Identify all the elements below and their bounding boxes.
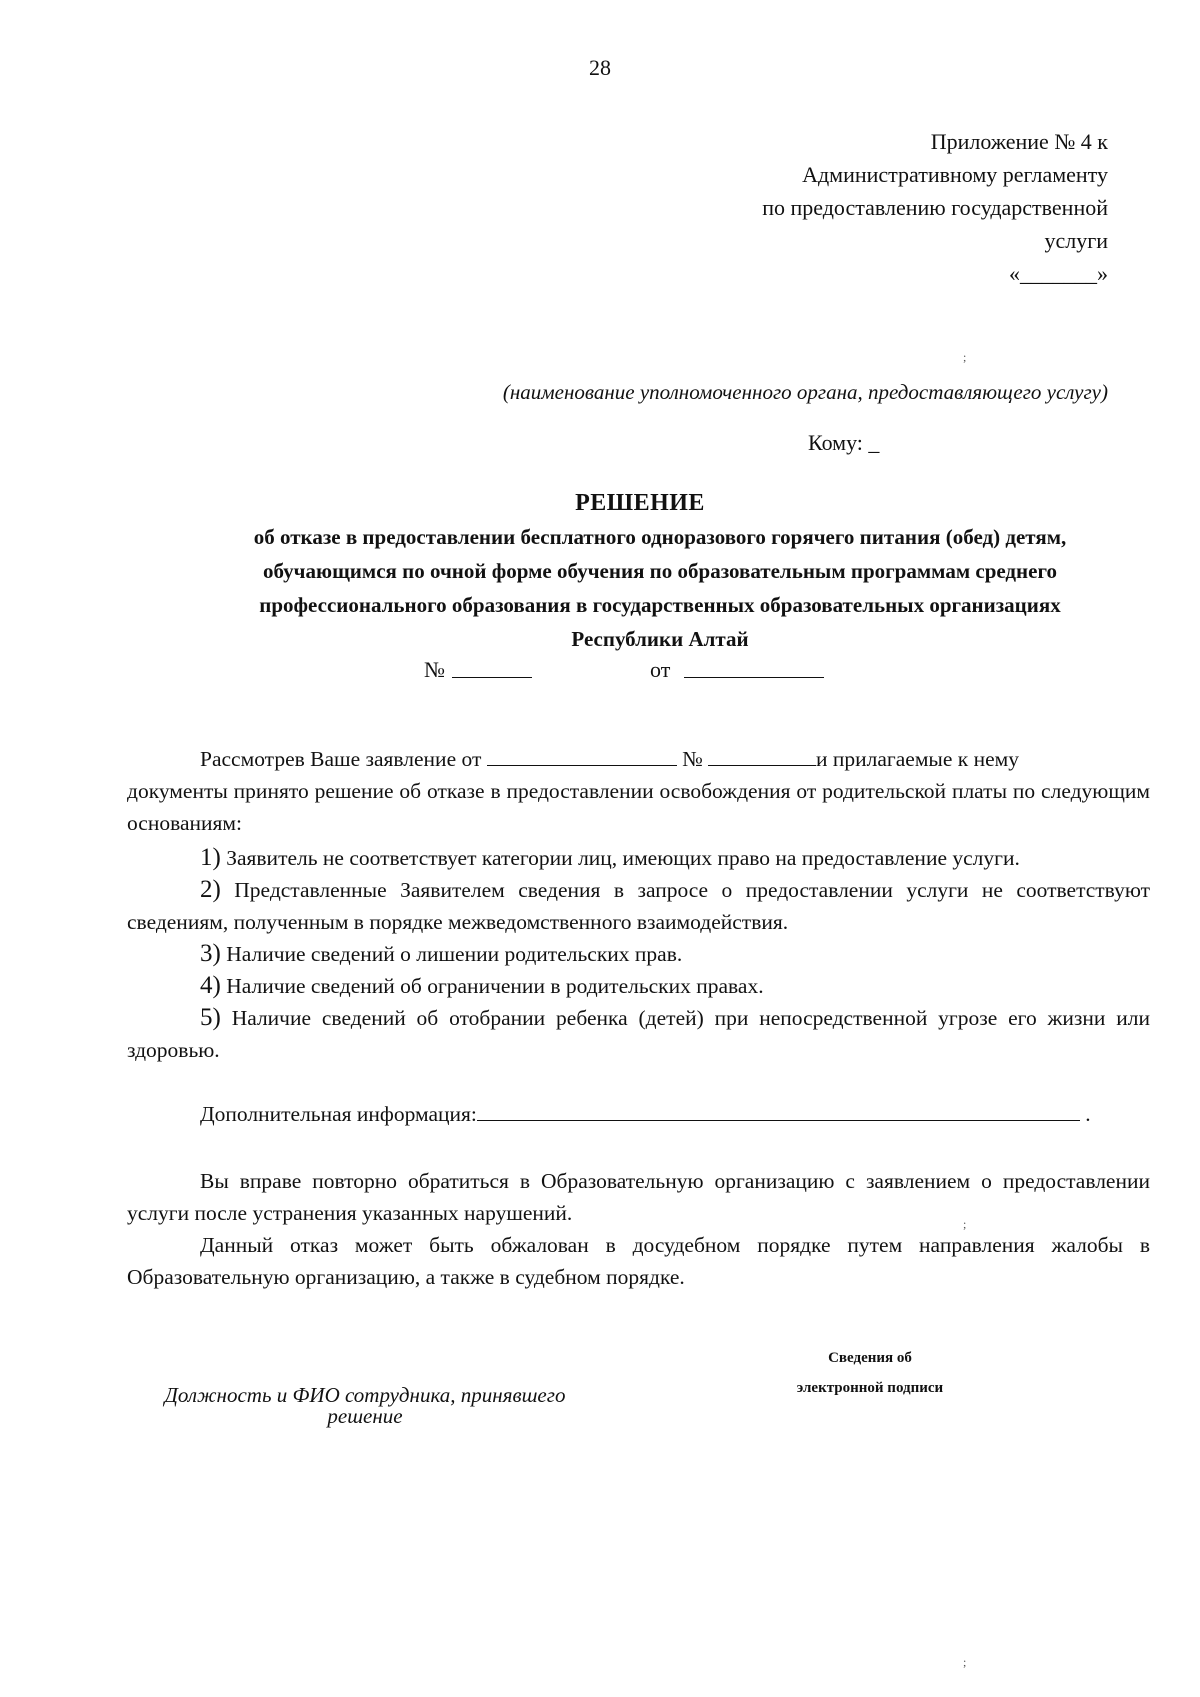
additional-info-blank — [477, 1100, 1080, 1121]
intro-paragraph — [127, 743, 1150, 839]
ground-number: 1) — [200, 844, 221, 871]
scan-mark: ; — [963, 1655, 967, 1669]
application-date-blank — [487, 745, 677, 766]
intro-text: Рассмотрев Ваше заявление от — [200, 747, 482, 771]
signature-info-line: электронной подписи — [796, 1380, 944, 1396]
subtitle-line: обучающимся по очной форме обучения по образовательным программам среднего — [262, 559, 1057, 583]
additional-info-label: Дополнительная информация: — [200, 1102, 477, 1126]
date-label: от — [650, 657, 671, 682]
ground-number: 2) — [200, 876, 221, 903]
subtitle-line: Республики Алтай — [571, 627, 749, 651]
repeat-note: Вы вправе повторно обратиться в Образовательную организацию с заявлением о предоставлении услуги после устранения указанных нарушений. — [127, 1169, 1150, 1225]
closing-paragraphs — [127, 1165, 1150, 1293]
ground-item — [127, 970, 1150, 1002]
additional-info-end: . — [1085, 1102, 1091, 1126]
ground-item — [127, 874, 1150, 938]
signatory-line: решение — [327, 1404, 403, 1428]
recipient-field: Кому: _ — [808, 430, 880, 455]
electronic-signature-info — [770, 1343, 970, 1403]
ground-item — [127, 842, 1150, 874]
ground-text: Наличие сведений о лишении родительских прав. — [226, 942, 683, 966]
signature-info-line: Сведения об — [828, 1350, 912, 1366]
document-subtitle — [160, 520, 1160, 656]
signatory-line: Должность и ФИО сотрудника, принявшего — [164, 1383, 566, 1407]
ground-number: 4) — [200, 972, 221, 999]
appendix-line: Приложение № 4 к — [930, 129, 1108, 154]
organ-name-note: (наименование уполномоченного органа, предоставляющего услугу) — [502, 380, 1108, 404]
ground-number: 3) — [200, 940, 221, 967]
appendix-line: по предоставлению государственной — [762, 195, 1108, 220]
ground-item — [127, 1002, 1150, 1066]
ground-text: Представленные Заявителем сведения в запросе о предоставлении услуги не соответствуют сведениям, полученным в порядке межведомственного взаимодействия. — [127, 878, 1151, 934]
application-number-blank — [708, 745, 816, 766]
intro-number-label: № — [682, 747, 703, 771]
scan-mark: ; — [963, 1217, 967, 1231]
subtitle-line: об отказе в предоставлении бесплатного одноразового горячего питания (обед) детям, — [253, 525, 1067, 549]
appendix-line: услуги — [1044, 228, 1108, 253]
intro-text: и прилагаемые к нему — [816, 747, 1020, 771]
ground-text: Наличие сведений об отобрании ребенка (детей) при непосредственной угрозе его жизни или здоровью. — [127, 1006, 1151, 1062]
signatory-caption — [125, 1385, 605, 1427]
ground-number: 5) — [200, 1004, 221, 1031]
ground-text: Наличие сведений об ограничении в родительских правах. — [226, 974, 764, 998]
appendix-header — [762, 125, 1108, 290]
appendix-line: «_______» — [1009, 261, 1108, 286]
page-number: 28 — [589, 55, 611, 80]
subtitle-line: профессионального образования в государственных образовательных организациях — [259, 593, 1061, 617]
grounds-list — [127, 842, 1150, 1066]
scan-mark: ; — [963, 350, 967, 364]
number-blank — [452, 677, 532, 678]
appeal-note: Данный отказ может быть обжалован в досудебном порядке путем направления жалобы в Образовательную организацию, а также в судебном порядке. — [127, 1233, 1150, 1289]
ground-text: Заявитель не соответствует категории лиц, имеющих право на предоставление услуги. — [226, 846, 1020, 870]
number-label: № — [424, 657, 445, 682]
appendix-line: Административному регламенту — [802, 162, 1108, 187]
date-blank — [684, 677, 824, 678]
ground-item — [127, 938, 1150, 970]
document-title: РЕШЕНИЕ — [575, 490, 705, 516]
intro-text: документы принято решение об отказе в предоставлении освобождения от родительской платы по следующим основаниям: — [127, 779, 1150, 835]
additional-info-line — [127, 1098, 1150, 1130]
